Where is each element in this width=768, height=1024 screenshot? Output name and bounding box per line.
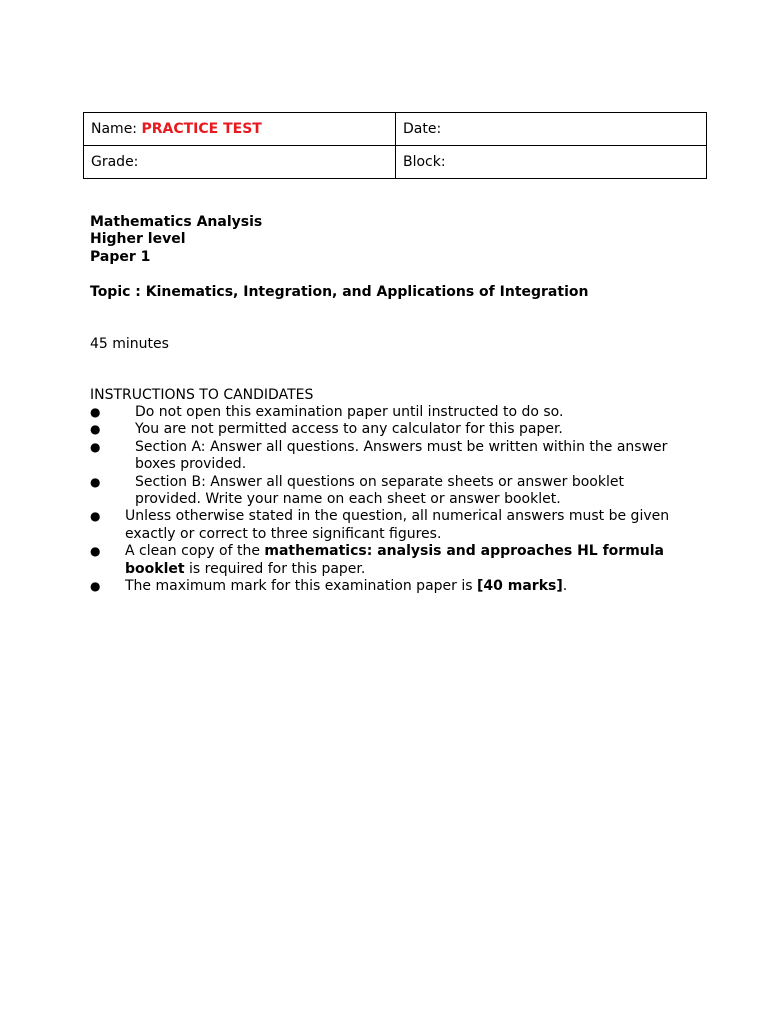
instructions-heading: INSTRUCTIONS TO CANDIDATES bbox=[90, 387, 314, 403]
instruction-item bbox=[90, 578, 690, 595]
instruction-text bbox=[90, 578, 690, 595]
bullet-icon: ● bbox=[90, 509, 101, 524]
instruction-item bbox=[90, 508, 690, 543]
level-title: Higher level bbox=[90, 231, 186, 248]
instruction-text bbox=[90, 543, 690, 578]
block-label: Block: bbox=[403, 154, 446, 170]
date-cell bbox=[396, 113, 707, 146]
instruction-text: Section B: Answer all questions on separate sheets or answer booklet provided. Write your name on each sheet or answer booklet. bbox=[135, 473, 624, 508]
bullet-icon: ● bbox=[90, 439, 101, 454]
date-label: Date: bbox=[403, 121, 442, 137]
text-segment: is required for this paper. bbox=[184, 560, 366, 577]
instruction-item bbox=[90, 474, 690, 509]
instructions-list bbox=[90, 404, 690, 595]
instruction-item bbox=[90, 439, 690, 474]
instruction-text: Do not open this examination paper until instructed to do so. bbox=[135, 404, 564, 420]
name-cell bbox=[84, 113, 396, 146]
paper-heading bbox=[90, 214, 262, 266]
bullet-icon: ● bbox=[90, 474, 101, 489]
info-row-2 bbox=[84, 146, 707, 179]
block-cell bbox=[396, 146, 707, 179]
bullet-icon: ● bbox=[90, 544, 101, 559]
instruction-text: You are not permitted access to any calculator for this paper. bbox=[135, 421, 563, 438]
formula-booklet-emphasis: mathematics: analysis and approaches HL formula booklet bbox=[125, 543, 664, 577]
instruction-item bbox=[90, 404, 690, 421]
text-segment: . bbox=[562, 578, 568, 595]
paper-number: Paper 1 bbox=[90, 248, 151, 265]
text-segment: The maximum mark for this examination paper is bbox=[125, 578, 477, 595]
grade-label: Grade: bbox=[91, 154, 139, 170]
topic-line: Topic : Kinematics, Integration, and Applications of Integration bbox=[90, 284, 589, 300]
instruction-text: Section A: Answer all questions. Answers must be written within the answer boxes provided. bbox=[135, 438, 668, 473]
name-value: PRACTICE TEST bbox=[141, 121, 262, 137]
bullet-icon: ● bbox=[90, 422, 101, 437]
candidate-info-table bbox=[83, 112, 707, 179]
info-row-1 bbox=[84, 113, 707, 146]
duration-text: 45 minutes bbox=[90, 336, 169, 352]
max-marks-emphasis: [40 marks] bbox=[477, 578, 563, 595]
instruction-item bbox=[90, 543, 690, 578]
name-label: Name: bbox=[91, 121, 138, 137]
instruction-text: Unless otherwise stated in the question, all numerical answers must be given exactly or correct to three significant figures. bbox=[125, 508, 670, 542]
grade-cell bbox=[84, 146, 396, 179]
bullet-icon: ● bbox=[90, 405, 101, 419]
text-segment: A clean copy of the bbox=[125, 543, 265, 560]
subject-title: Mathematics Analysis bbox=[90, 214, 263, 230]
bullet-icon: ● bbox=[90, 579, 101, 594]
instruction-item bbox=[90, 421, 690, 438]
